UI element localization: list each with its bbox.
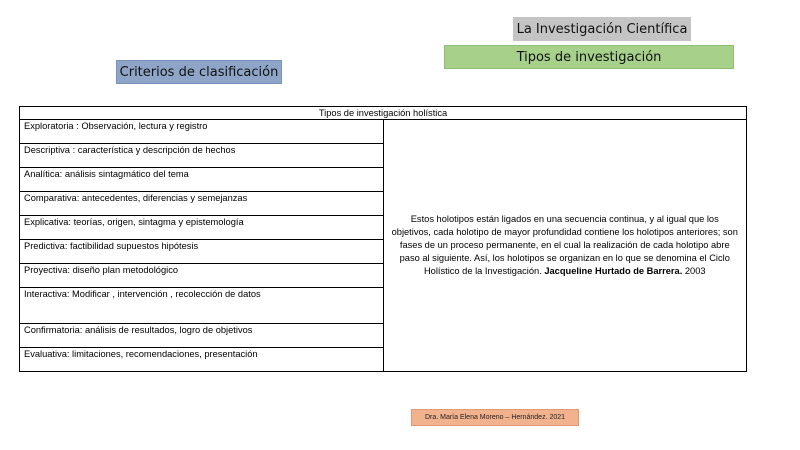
description-year: 2003: [682, 266, 706, 276]
type-row-analitica: Analítica: análisis sintagmático del tema: [20, 168, 384, 192]
criteria-heading: Criterios de clasificación: [116, 60, 282, 84]
description-author: Jacqueline Hurtado de Barrera.: [544, 266, 683, 276]
type-row-predictiva: Predictiva: factibilidad supuestos hipótesis: [20, 240, 384, 264]
holistic-types-table: [19, 106, 747, 372]
type-row-interactiva: Interactiva: Modificar , intervención , recolección de datos: [20, 288, 384, 324]
table-heading: Tipos de investigación holística: [20, 107, 747, 120]
type-row-evaluativa: Evaluativa: limitaciones, recomendaciones, presentación: [20, 348, 384, 372]
type-row-confirmatoria: Confirmatoria: análisis de resultados, logro de objetivos: [20, 324, 384, 348]
description-text: Estos holotipos están ligados en una secuencia continua, y al igual que los objetivos, cada holotipo de mayor profundidad contiene los holotipos anteriores; son fases de un proceso permanente, en el cual la realización de cada holotipo abre paso al siguiente. Así, los holotipos se organizan en lo que se denomina el Ciclo Holístico de la Investigación.: [391, 214, 738, 276]
type-row-proyectiva: Proyectiva: diseño plan metodológico: [20, 264, 384, 288]
type-row-explicativa: Explicativa: teorías, origen, sintagma y epistemología: [20, 216, 384, 240]
type-row-comparativa: Comparativa: antecedentes, diferencias y semejanzas: [20, 192, 384, 216]
types-heading: Tipos de investigación: [444, 45, 734, 69]
holotype-description: [383, 120, 747, 372]
type-row-exploratoria: Exploratoria : Observación, lectura y registro: [20, 120, 384, 144]
author-credit: Dra. María Elena Moreno – Hernández. 2021: [411, 409, 579, 426]
type-row-descriptiva: Descriptiva : característica y descripción de hechos: [20, 144, 384, 168]
slide-title: La Investigación Científica: [513, 17, 691, 41]
